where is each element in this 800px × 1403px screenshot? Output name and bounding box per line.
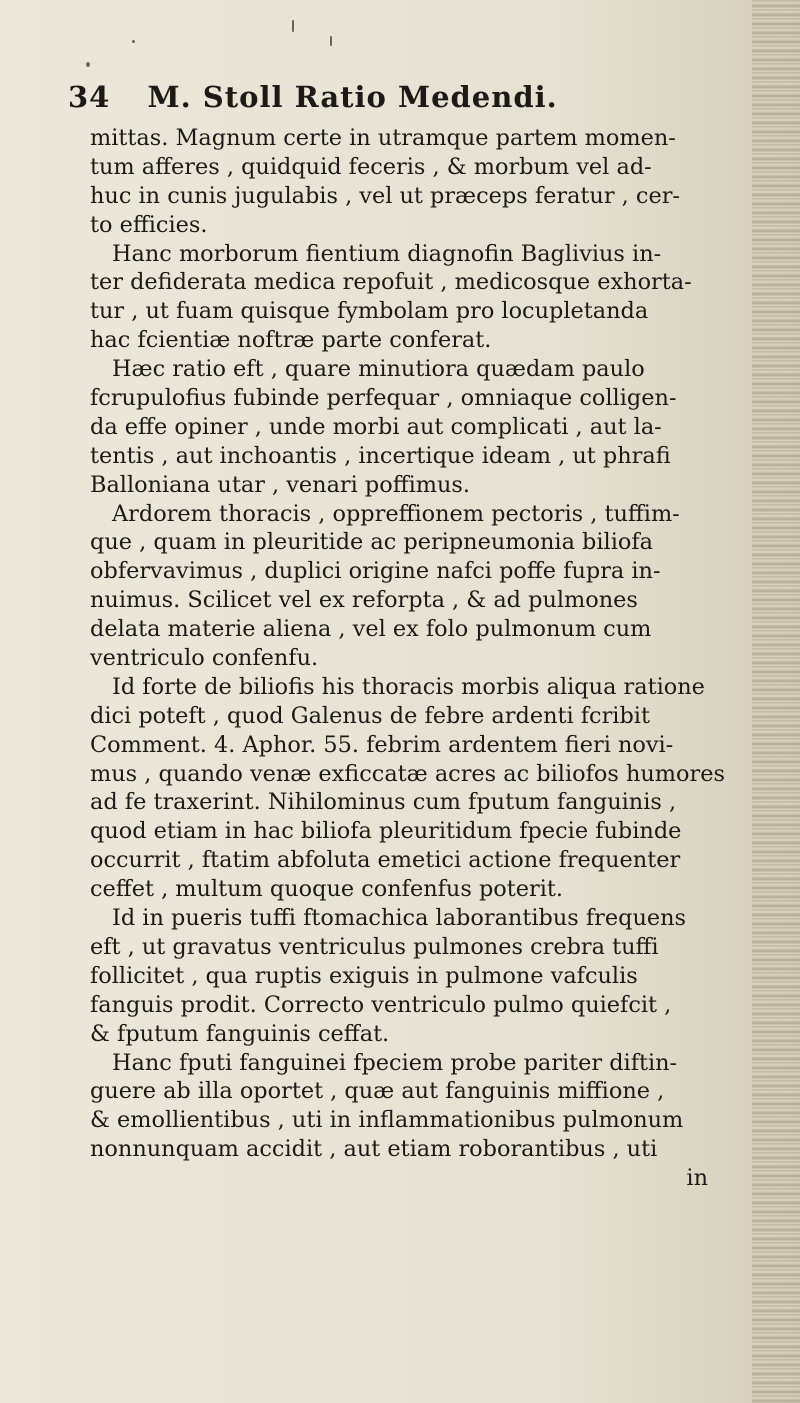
text-line-13: Balloniana utar , venari poffimus. <box>90 471 471 498</box>
text-line-3: huc in cunis jugulabis , vel ut præceps feratur , cer- <box>90 182 680 209</box>
text-line-12: tentis , aut inchoantis , incertique ideam , ut phrafi <box>90 442 671 469</box>
text-line-29: eft , ut gravatus ventriculus pulmones crebra tuffi <box>90 933 659 960</box>
text-line-19: ventriculo confenfu. <box>90 645 319 672</box>
ink-speck <box>86 62 90 67</box>
text-line-10: fcrupulofius fubinde perfequar , omniaque colligen- <box>90 385 677 412</box>
text-line-6: ter defiderata medica repofuit , medicosque exhorta- <box>90 269 692 296</box>
text-line-4: to efficies. <box>90 211 208 238</box>
text-line-1: mittas. Magnum certe in utramque partem momen- <box>90 125 676 151</box>
text-line-33: Hanc fputi fanguinei fpeciem probe pariter diftin- <box>112 1049 678 1076</box>
text-line-27: ceffet , multum quoque confenfus poterit. <box>90 876 563 903</box>
text-line-24: ad fe traxerint. Nihilominus cum fputum fanguinis , <box>90 789 677 816</box>
text-line-14: Ardorem thoracis , oppreffionem pectoris , tuffim- <box>112 500 680 527</box>
running-title: M. Stoll Ratio Medendi. <box>147 80 558 114</box>
text-line-18: delata materie aliena , vel ex folo pulmonum cum <box>90 616 652 643</box>
text-line-34: guere ab illa oportet , quæ aut fanguinis miffione , <box>90 1078 665 1105</box>
page-gutter-shadow <box>752 0 800 1403</box>
text-line-35: & emollientibus , uti in inflammationibus pulmonum <box>90 1107 684 1134</box>
text-line-31: fanguis prodit. Correcto ventriculo pulmo quiefcit , <box>90 991 672 1018</box>
text-line-7: tur , ut fuam quisque fymbolam pro locupletanda <box>90 298 649 325</box>
text-line-23: mus , quando venæ exficcatæ acres ac biliofos humores <box>90 760 725 787</box>
text-line-16: obfervavimus , duplici origine nafci poffe fupra in- <box>90 558 661 585</box>
text-line-20: Id forte de biliofis his thoracis morbis aliqua ratione <box>112 673 705 700</box>
body-text <box>90 124 730 1193</box>
text-line-9: Hæc ratio eft , quare minutiora quædam paulo <box>112 356 645 383</box>
text-line-8: hac fcientiæ noftræ parte conferat. <box>90 327 492 354</box>
text-line-26: occurrit , ftatim abfoluta emetici actione frequenter <box>90 847 681 874</box>
text-line-22: Comment. 4. Aphor. 55. febrim ardentem fieri novi- <box>90 731 674 758</box>
catchword: in <box>686 1165 708 1192</box>
text-line-36: nonnunquam accidit , aut etiam roborantibus , uti <box>90 1136 658 1163</box>
text-line-28: Id in pueris tuffi ftomachica laborantibus frequens <box>112 905 687 932</box>
text-line-30: follicitet , qua ruptis exiguis in pulmone vafculis <box>90 962 638 989</box>
text-line-17: nuimus. Scilicet vel ex reforpta , & ad pulmones <box>90 587 638 614</box>
text-line-5: Hanc morborum fientium diagnofin Baglivius in- <box>112 240 662 267</box>
text-line-21: dici poteft , quod Galenus de febre ardenti fcribit <box>90 702 650 729</box>
ink-speck <box>330 36 332 46</box>
ink-speck <box>292 20 294 32</box>
running-header <box>68 80 558 114</box>
text-line-2: tum afferes , quidquid feceris , & morbum vel ad- <box>90 153 652 180</box>
page-number: 34 <box>68 80 111 114</box>
text-line-11: da effe opiner , unde morbi aut complicati , aut la- <box>90 413 662 440</box>
ink-speck <box>132 40 135 43</box>
text-line-32: & fputum fanguinis ceffat. <box>90 1020 390 1047</box>
text-line-15: que , quam in pleuritide ac peripneumonia biliofa <box>90 529 653 556</box>
text-line-25: quod etiam in hac biliofa pleuritidum fpecie fubinde <box>90 818 682 845</box>
